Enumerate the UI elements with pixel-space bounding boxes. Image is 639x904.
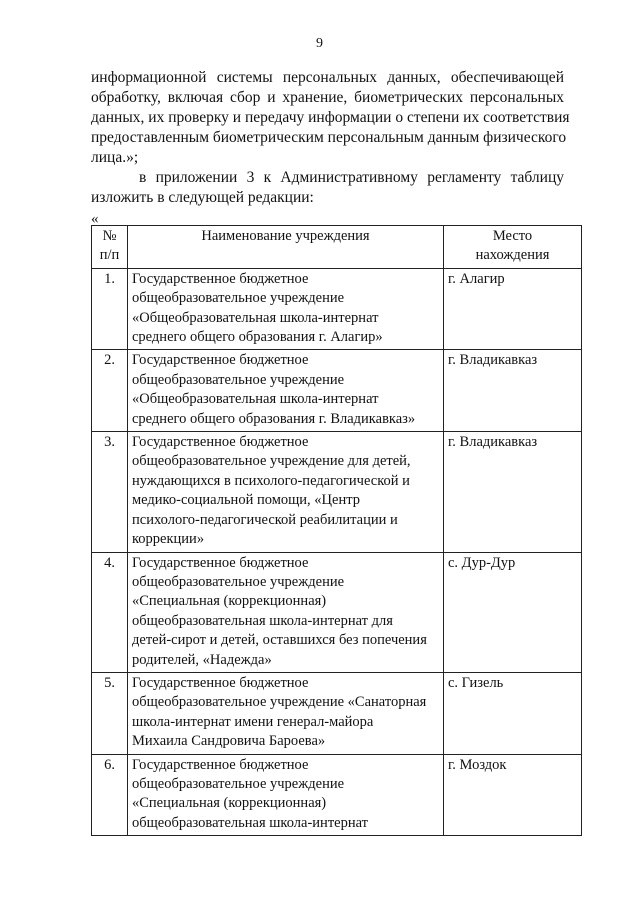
institution-location: с. Гизель bbox=[444, 672, 582, 754]
institution-name-line: психолого-педагогической реабилитации и bbox=[132, 511, 398, 528]
institution-location: с. Дур-Дур bbox=[444, 552, 582, 672]
institution-name-line: общеобразовательное учреждение для детей, bbox=[132, 453, 411, 470]
paragraph-amendment bbox=[91, 168, 564, 208]
institution-name-line: общеобразовательное учреждение bbox=[132, 775, 345, 792]
text-line: изложить в следующей редакции: bbox=[91, 189, 314, 206]
table-row bbox=[92, 268, 582, 350]
header-location bbox=[444, 226, 582, 269]
text-line: данных, их проверку и передачу информации о степени их соответствия bbox=[91, 109, 570, 126]
table-body bbox=[92, 268, 582, 835]
institution-name-line: Государственное бюджетное bbox=[132, 756, 309, 773]
row-number: 6. bbox=[92, 754, 128, 836]
page-number: 9 bbox=[316, 36, 323, 51]
institution-name-line: Государственное бюджетное bbox=[132, 674, 309, 691]
institution-name-line: общеобразовательное учреждение «Санаторная bbox=[132, 694, 427, 711]
header-name: Наименование учреждения bbox=[128, 226, 444, 269]
institution-name-line: Государственное бюджетное bbox=[132, 270, 309, 287]
institution-name-line: «Специальная (коррекционная) bbox=[132, 593, 327, 610]
text-line: лица.»; bbox=[91, 149, 139, 166]
table-row bbox=[92, 350, 582, 432]
institution-name-line: общеобразовательное учреждение bbox=[132, 290, 345, 307]
institution-location: г. Алагир bbox=[444, 268, 582, 350]
text-line: информационной системы персональных данных, обеспечивающей bbox=[91, 69, 564, 86]
institutions-table bbox=[91, 225, 582, 836]
institution-name-line: общеобразовательное учреждение bbox=[132, 573, 345, 590]
institution-name-line: общеобразовательная школа-интернат для bbox=[132, 612, 393, 629]
institution-location: г. Владикавказ bbox=[444, 432, 582, 552]
institution-name bbox=[128, 672, 444, 754]
institution-name-line: общеобразовательная школа-интернат bbox=[132, 814, 368, 831]
text-line: предоставленным биометрическим персональным данным физического bbox=[91, 129, 567, 146]
institution-name-line: коррекции» bbox=[132, 531, 205, 548]
header-location-line1: Место bbox=[492, 228, 533, 244]
header-number-line1: № bbox=[102, 228, 117, 244]
text-line: в приложении 3 к Административному регламенту таблицу bbox=[139, 169, 564, 186]
institution-name bbox=[128, 268, 444, 350]
institution-location: г. Моздок bbox=[444, 754, 582, 836]
institution-name-line: Государственное бюджетное bbox=[132, 352, 309, 369]
row-number: 5. bbox=[92, 672, 128, 754]
table-row bbox=[92, 552, 582, 672]
institution-name-line: школа-интернат имени генерал-майора bbox=[132, 713, 374, 730]
table-header-row bbox=[92, 226, 582, 269]
table-row bbox=[92, 672, 582, 754]
institution-name-line: Государственное бюджетное bbox=[132, 554, 309, 571]
text-line: обработку, включая сбор и хранение, биометрических персональных bbox=[91, 89, 564, 106]
row-number: 1. bbox=[92, 268, 128, 350]
institution-name-line: родителей, «Надежда» bbox=[132, 651, 272, 668]
header-number-line2: п/п bbox=[99, 247, 120, 264]
institution-name-line: общеобразовательное учреждение bbox=[132, 371, 345, 388]
institution-name-line: «Общеобразовательная школа-интернат bbox=[132, 309, 379, 326]
row-number: 3. bbox=[92, 432, 128, 552]
institution-name-line: Михаила Сандровича Бароева» bbox=[132, 733, 326, 750]
institution-name bbox=[128, 350, 444, 432]
institution-name-line: детей-сирот и детей, оставшихся без попечения bbox=[132, 632, 427, 649]
header-number bbox=[92, 226, 128, 269]
institution-location: г. Владикавказ bbox=[444, 350, 582, 432]
opening-quote-mark: « bbox=[91, 211, 99, 227]
institution-name-line: медико-социальной помощи, «Центр bbox=[132, 492, 360, 509]
table-row bbox=[92, 754, 582, 836]
table-row bbox=[92, 432, 582, 552]
institution-name bbox=[128, 552, 444, 672]
institution-name-line: среднего общего образования г. Алагир» bbox=[132, 329, 383, 346]
institution-name bbox=[128, 754, 444, 836]
row-number: 4. bbox=[92, 552, 128, 672]
institution-name-line: «Специальная (коррекционная) bbox=[132, 795, 327, 812]
institution-name-line: среднего общего образования г. Владикавказ» bbox=[132, 410, 416, 427]
institution-name-line: Государственное бюджетное bbox=[132, 434, 309, 451]
institution-name bbox=[128, 432, 444, 552]
paragraph-continuation bbox=[91, 68, 570, 168]
institution-name-line: нуждающихся в психолого-педагогической и bbox=[132, 472, 410, 489]
row-number: 2. bbox=[92, 350, 128, 432]
header-location-line2: нахождения bbox=[475, 247, 550, 264]
institution-name-line: «Общеобразовательная школа-интернат bbox=[132, 391, 379, 408]
